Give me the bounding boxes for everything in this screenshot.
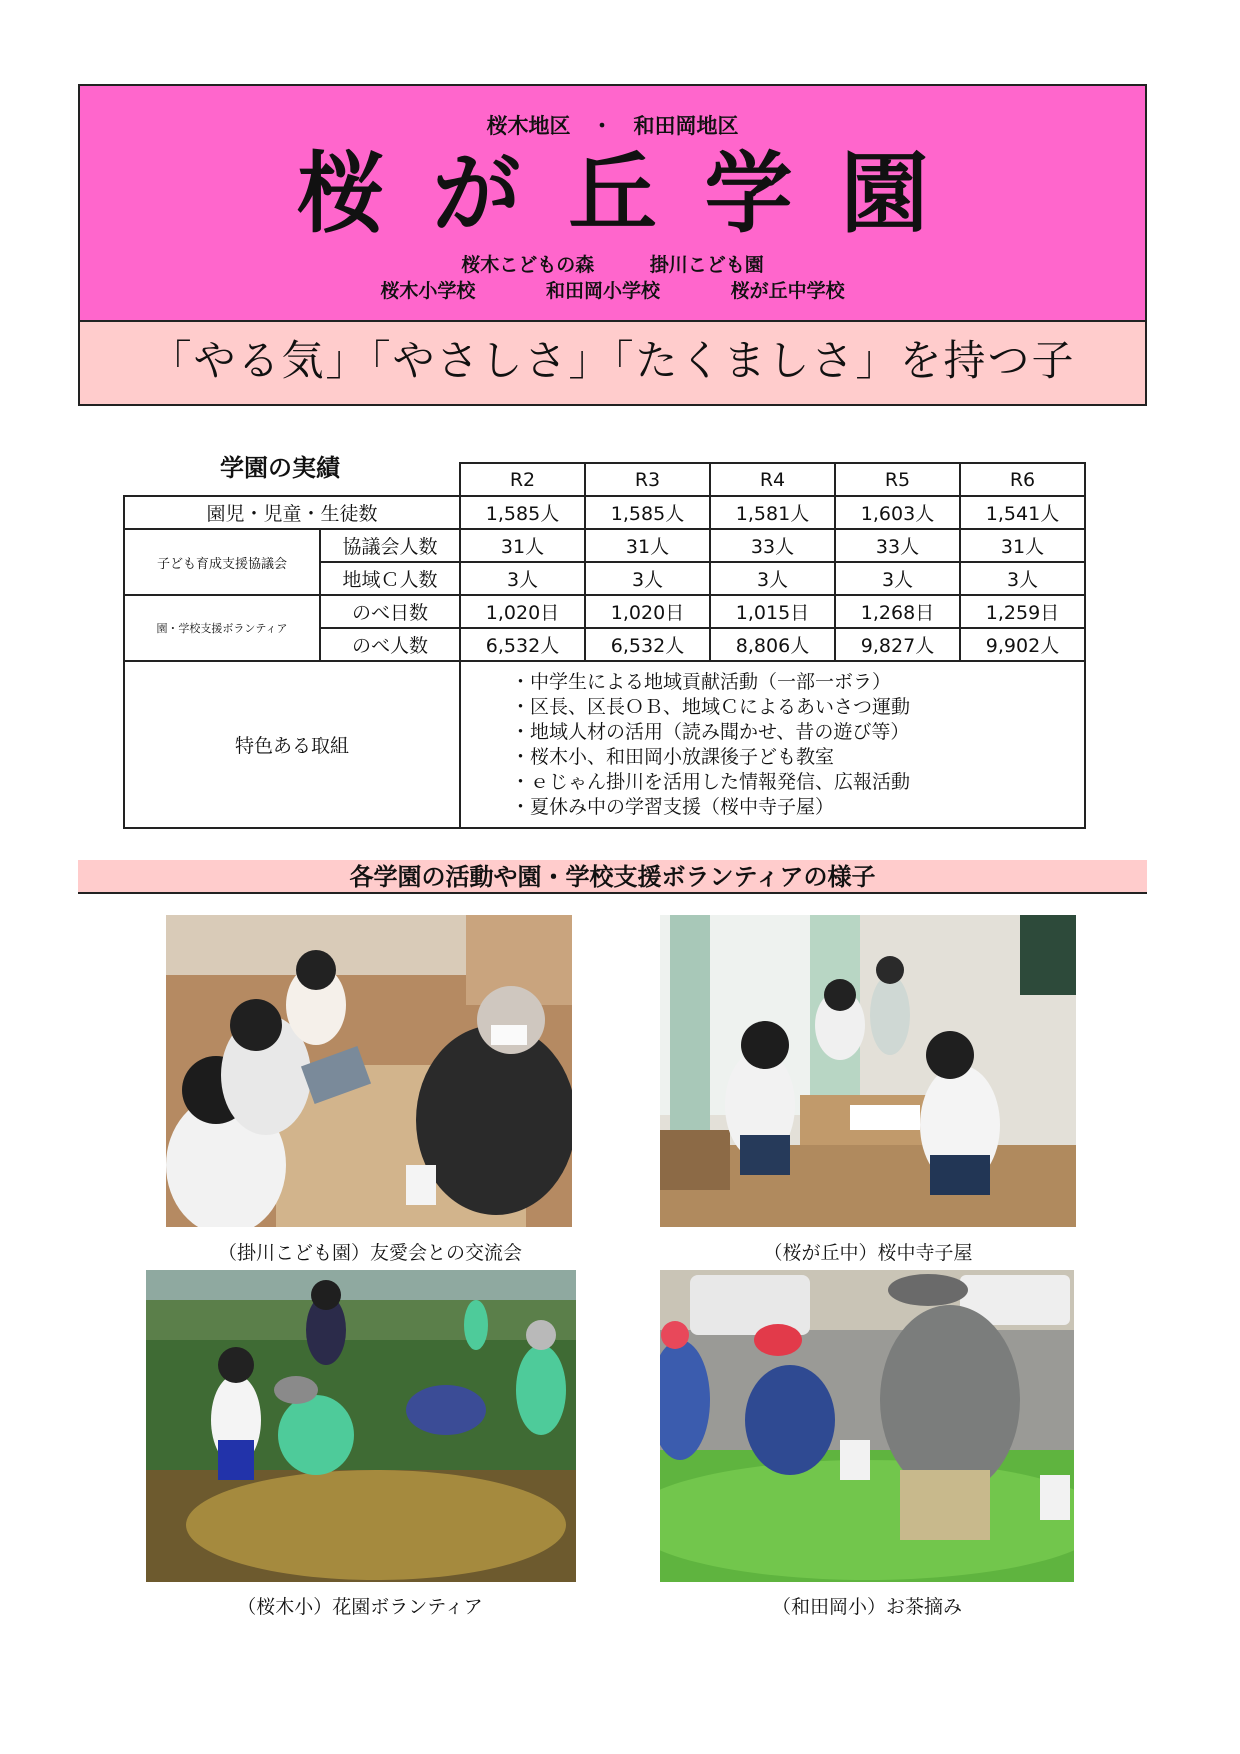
- cell: 9,827人: [835, 628, 960, 661]
- cell: 1,020日: [460, 595, 585, 628]
- list-item: ・桜木小、和田岡小放課後子ども教室: [511, 745, 835, 768]
- cell: 1,541人: [960, 496, 1085, 529]
- record-table: [123, 462, 1086, 829]
- year-header: R2: [460, 463, 585, 496]
- cell: 31人: [960, 529, 1085, 562]
- table-row: [124, 496, 1085, 529]
- list-item: ・ｅじゃん掛川を活用した情報発信、広報活動: [511, 770, 911, 793]
- cell: 3人: [835, 562, 960, 595]
- schools-line-1: 桜木こどもの森 掛川こども園: [461, 254, 764, 276]
- district-line: 桜木地区 ・ 和田岡地区: [486, 114, 739, 138]
- motto-banner: 「やる気」「やさしさ」「たくましさ」を持つ子: [78, 322, 1147, 406]
- list-item: ・夏休み中の学習支援（桜中寺子屋）: [511, 795, 835, 818]
- cell: 1,268日: [835, 595, 960, 628]
- activities-heading: 各学園の活動や園・学校支援ボランティアの様子: [78, 860, 1147, 894]
- table-row: [124, 661, 1085, 828]
- header-banner: [78, 84, 1147, 322]
- cell: 1,603人: [835, 496, 960, 529]
- schools-line-2: [80, 276, 1145, 303]
- row-label: のべ日数: [320, 595, 460, 628]
- row-label: 園児・児童・生徒数: [124, 496, 460, 529]
- row-label: 協議会人数: [320, 529, 460, 562]
- list-item: ・地域人材の活用（読み聞かせ、昔の遊び等）: [511, 720, 910, 743]
- list-item: ・区長、区長ＯＢ、地域Ｃによるあいさつ運動: [511, 695, 911, 718]
- cell: 33人: [710, 529, 835, 562]
- school-name: 桜木小学校: [380, 280, 476, 302]
- school-name: 和田岡小学校: [545, 280, 660, 302]
- cell: 3人: [460, 562, 585, 595]
- cell: 1,585人: [460, 496, 585, 529]
- row-label: 特色ある取組: [124, 661, 460, 828]
- year-header: R5: [835, 463, 960, 496]
- cell: 3人: [585, 562, 710, 595]
- cell: 8,806人: [710, 628, 835, 661]
- photo-study-support: [660, 915, 1076, 1227]
- cell: 1,585人: [585, 496, 710, 529]
- cell: 3人: [710, 562, 835, 595]
- school-name: 桜が丘中学校: [730, 280, 845, 302]
- group-label: 子ども育成支援協議会: [124, 529, 320, 595]
- cell: 31人: [460, 529, 585, 562]
- row-label: 地域Ｃ人数: [320, 562, 460, 595]
- cell: 33人: [835, 529, 960, 562]
- cell: 6,532人: [585, 628, 710, 661]
- cell: 3人: [960, 562, 1085, 595]
- cell: 1,020日: [585, 595, 710, 628]
- table-row: [124, 463, 1085, 496]
- photo-exchange: [166, 915, 572, 1227]
- record-heading: 学園の実績: [220, 454, 340, 482]
- year-header: R6: [960, 463, 1085, 496]
- cell: 31人: [585, 529, 710, 562]
- photo-garden-volunteers: [146, 1270, 576, 1582]
- cell: 1,581人: [710, 496, 835, 529]
- list-item: ・中学生による地域貢献活動（一部一ボラ）: [511, 670, 892, 693]
- cell: 6,532人: [460, 628, 585, 661]
- cell: 9,902人: [960, 628, 1085, 661]
- table-row: [124, 529, 1085, 562]
- cell: 1,015日: [710, 595, 835, 628]
- photo-caption: （掛川こども園）友愛会との交流会: [217, 1242, 522, 1264]
- cell: 1,259日: [960, 595, 1085, 628]
- photo-caption: （桜が丘中）桜中寺子屋: [763, 1242, 973, 1264]
- initiatives-list: [460, 661, 1085, 828]
- photo-caption: （桜木小）花園ボランティア: [237, 1596, 483, 1618]
- photo-tea-picking: [660, 1270, 1074, 1582]
- year-header: R4: [710, 463, 835, 496]
- year-header: R3: [585, 463, 710, 496]
- group-label: 園・学校支援ボランティア: [124, 595, 320, 661]
- page-title: 桜が丘学園: [296, 142, 977, 245]
- photo-caption: （和田岡小）お茶摘み: [771, 1596, 962, 1618]
- table-row: [124, 595, 1085, 628]
- row-label: のべ人数: [320, 628, 460, 661]
